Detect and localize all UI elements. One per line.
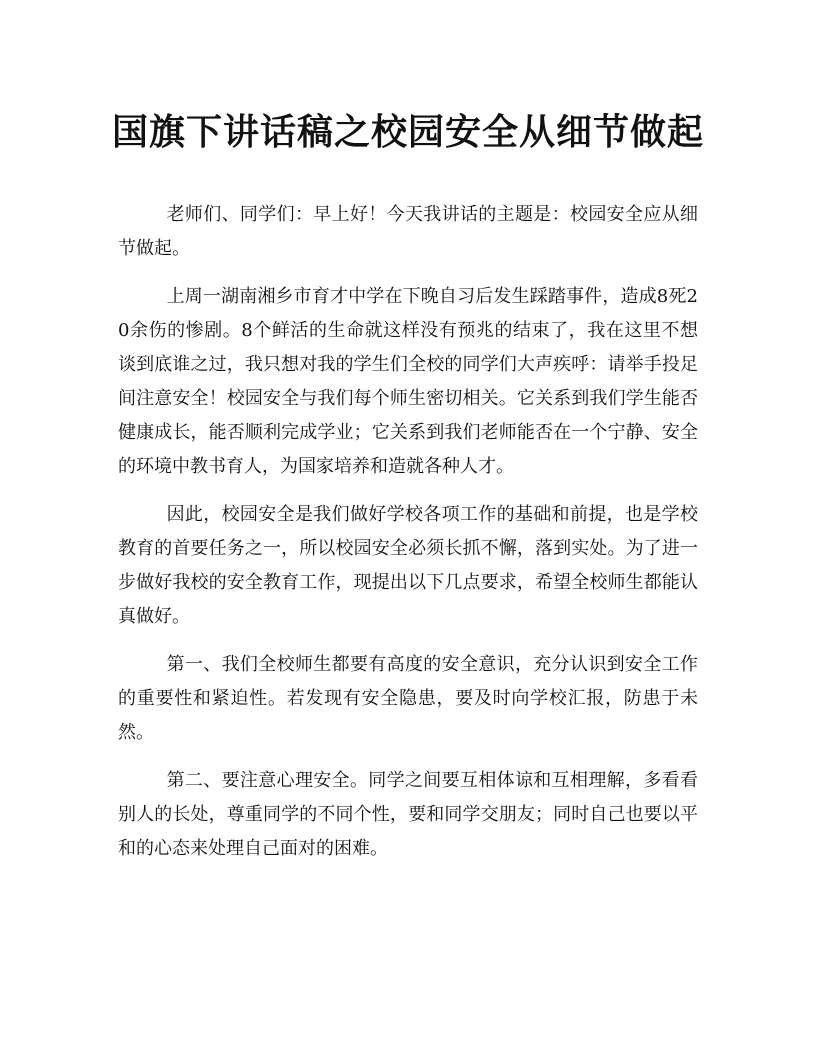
paragraph-requirement-two: 第二、要注意心理安全。同学之间要互相体谅和互相理解，多看看别人的长处，尊重同学的不同个性，要和同学交朋友；同时自己也要以平和的心态来处理自己面对的困难。 [118,770,698,859]
paragraph-greeting: 老师们、同学们：早上好！今天我讲话的主题是：校园安全应从细节做起。 [118,204,698,259]
document-title: 国旗下讲话稿之校园安全从细节做起 [111,111,704,153]
paragraph-importance: 因此，校园安全是我们做好学校各项工作的基础和前提，也是学校教育的首要任务之一，所以校园安全必须长抓不懈，落到实处。为了进一步做好我校的安全教育工作，现提出以下几点要求，希望全校师生都能认真做好。 [118,504,698,627]
document-body [118,198,698,880]
paragraph-incident: 上周一湖南湘乡市育才中学在下晚自习后发生踩踏事件，造成8死20余伤的惨剧。8个鲜活的生命就这样没有预兆的结束了，我在这里不想谈到底谁之过，我只想对我的学生们全校的同学们大声疾呼：请举手投足间注意安全！校园安全与我们每个师生密切相关。它关系到我们学生能否健康成长，能否顺利完成学业；它关系到我们老师能否在一个宁静、安全的环境中教书育人，为国家培养和造就各种人才。 [118,286,698,477]
paragraph-requirement-one: 第一、我们全校师生都要有高度的安全意识，充分认识到安全工作的重要性和紧迫性。若发现有安全隐患，要及时向学校汇报，防患于未然。 [118,654,698,743]
